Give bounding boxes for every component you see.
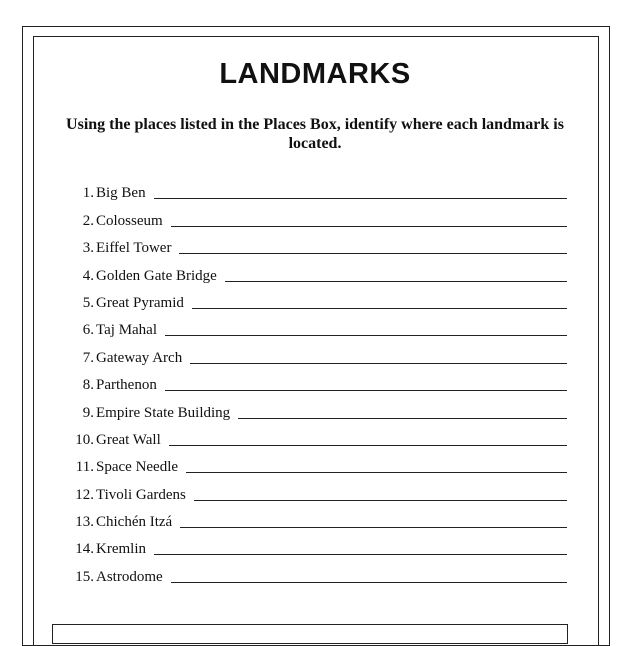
answer-line[interactable] xyxy=(165,334,567,336)
page-title: LANDMARKS xyxy=(219,58,411,90)
item-name: Gateway Arch xyxy=(96,349,183,366)
list-item xyxy=(60,285,570,312)
item-name: Big Ben xyxy=(96,185,146,202)
item-name: Kremlin xyxy=(96,541,146,558)
answer-line[interactable] xyxy=(171,581,567,583)
item-number: 10. xyxy=(75,431,94,448)
answer-line[interactable] xyxy=(192,307,567,309)
item-number: 4. xyxy=(82,267,94,284)
item-number: 9. xyxy=(82,404,94,421)
answer-line[interactable] xyxy=(154,553,567,555)
item-name: Golden Gate Bridge xyxy=(96,267,217,284)
answer-line[interactable] xyxy=(186,471,567,473)
item-name: Empire State Building xyxy=(96,404,231,421)
item-name: Colosseum xyxy=(96,212,163,229)
answer-line[interactable] xyxy=(169,444,567,446)
answer-line[interactable] xyxy=(180,526,567,528)
item-name: Chichén Itzá xyxy=(96,514,173,531)
item-name: Space Needle xyxy=(96,459,179,476)
item-number: 3. xyxy=(82,240,94,257)
item-name: Tivoli Gardens xyxy=(96,486,186,503)
item-name: Parthenon xyxy=(96,377,157,394)
answer-line[interactable] xyxy=(179,252,567,254)
item-number: 1. xyxy=(82,185,94,202)
item-number: 13. xyxy=(75,514,94,531)
item-number: 14. xyxy=(75,541,94,558)
list-item xyxy=(60,202,570,229)
item-name: Eiffel Tower xyxy=(96,240,172,257)
item-number: 11. xyxy=(75,459,94,476)
answer-line[interactable] xyxy=(165,389,567,391)
answer-line[interactable] xyxy=(194,499,567,501)
item-name: Astrodome xyxy=(96,568,163,585)
list-item xyxy=(60,476,570,503)
item-number: 15. xyxy=(75,568,94,585)
item-number: 6. xyxy=(82,322,94,339)
list-item xyxy=(60,504,570,531)
list-item xyxy=(60,531,570,558)
landmark-list xyxy=(60,175,570,586)
places-box xyxy=(52,624,568,644)
item-name: Great Pyramid xyxy=(96,294,184,311)
item-number: 2. xyxy=(82,212,94,229)
list-item xyxy=(60,230,570,257)
item-number: 8. xyxy=(82,377,94,394)
answer-line[interactable] xyxy=(171,225,567,227)
item-number: 5. xyxy=(82,294,94,311)
answer-line[interactable] xyxy=(225,280,567,282)
list-item xyxy=(60,449,570,476)
item-name: Taj Mahal xyxy=(96,322,158,339)
answer-line[interactable] xyxy=(190,362,567,364)
item-name: Great Wall xyxy=(96,431,161,448)
list-item xyxy=(60,339,570,366)
list-item xyxy=(60,394,570,421)
item-number: 12. xyxy=(75,486,94,503)
item-number: 7. xyxy=(82,349,94,366)
list-item xyxy=(60,312,570,339)
list-item xyxy=(60,257,570,284)
list-item xyxy=(60,558,570,585)
answer-line[interactable] xyxy=(154,197,567,199)
instructions-text: Using the places listed in the Places Box, identify where each landmark is located. xyxy=(66,116,564,152)
answer-line[interactable] xyxy=(238,417,567,419)
list-item xyxy=(60,175,570,202)
list-item xyxy=(60,422,570,449)
list-item xyxy=(60,367,570,394)
